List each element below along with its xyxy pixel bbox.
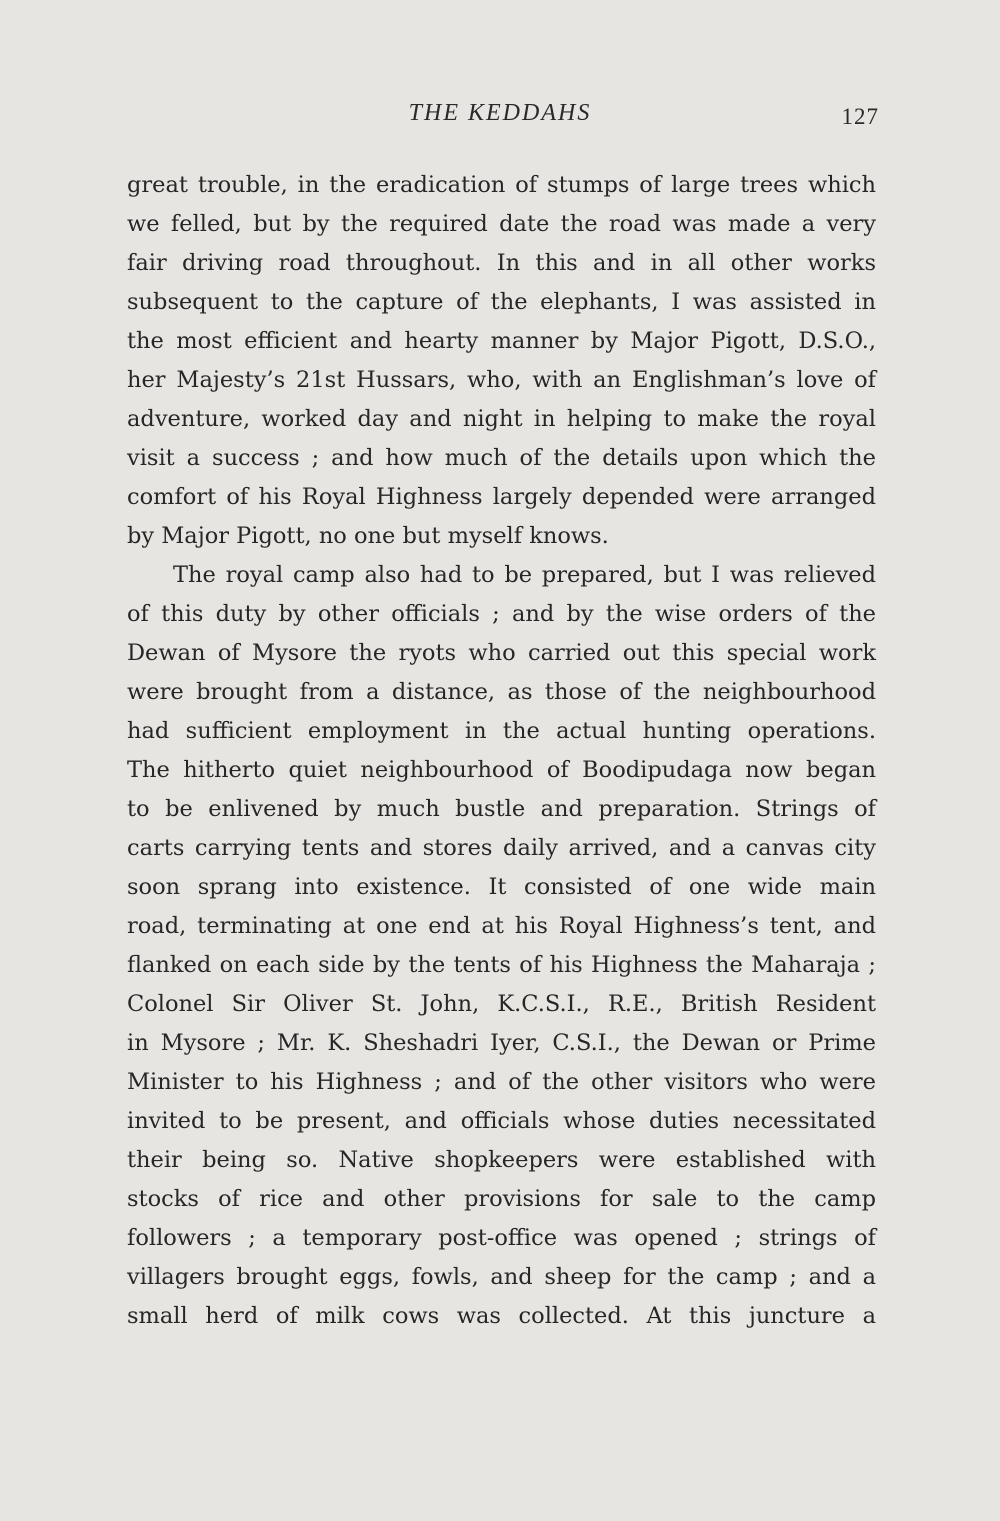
text-line: small herd of milk cows was collected. At this juncture a [127, 1303, 876, 1329]
text-line: their being so. Native shopkeepers were established with [127, 1147, 876, 1173]
text-line: adventure, worked day and night in helping to make the royal [127, 406, 876, 432]
text-line: flanked on each side by the tents of his Highness the Maharaja ; [127, 952, 876, 978]
paragraph-start-line: The royal camp also had to be prepared, but I was relieved [173, 562, 876, 588]
text-line: fair driving road throughout. In this and in all other works [127, 250, 876, 276]
running-title: THE KEDDAHS [408, 100, 592, 126]
text-line: Colonel Sir Oliver St. John, K.C.S.I., R.E., British Resident [127, 991, 876, 1017]
text-line: stocks of rice and other provisions for sale to the camp [127, 1186, 876, 1212]
paragraph-end-line: by Major Pigott, no one but myself knows. [127, 523, 609, 549]
text-line: comfort of his Royal Highness largely depended were arranged [127, 484, 876, 510]
text-line: had sufficient employment in the actual hunting operations. [127, 718, 876, 744]
text-line: followers ; a temporary post-office was opened ; strings of [127, 1225, 876, 1251]
text-line: villagers brought eggs, fowls, and sheep for the camp ; and a [127, 1264, 876, 1290]
text-line: were brought from a distance, as those of the neighbourhood [127, 679, 876, 705]
text-line: to be enlivened by much bustle and preparation. Strings of [127, 796, 876, 822]
text-line: we felled, but by the required date the road was made a very [127, 211, 876, 237]
text-line: of this duty by other officials ; and by the wise orders of the [127, 601, 876, 627]
text-line: soon sprang into existence. It consisted of one wide main [127, 874, 876, 900]
body-text [127, 166, 876, 1336]
text-line: the most efficient and hearty manner by Major Pigott, D.S.O., [127, 328, 876, 354]
text-line: Dewan of Mysore the ryots who carried out this special work [127, 640, 876, 666]
text-line: road, terminating at one end at his Royal Highness’s tent, and [127, 913, 876, 939]
text-line: carts carrying tents and stores daily arrived, and a canvas city [127, 835, 876, 861]
text-line: Minister to his Highness ; and of the other visitors who were [127, 1069, 876, 1095]
running-head [0, 100, 1000, 132]
page-number: 127 [841, 104, 879, 129]
text-line: great trouble, in the eradication of stumps of large trees which [127, 172, 876, 198]
text-line: subsequent to the capture of the elephants, I was assisted in [127, 289, 876, 315]
text-line: The hitherto quiet neighbourhood of Boodipudaga now began [127, 757, 876, 783]
text-line: in Mysore ; Mr. K. Sheshadri Iyer, C.S.I., the Dewan or Prime [127, 1030, 876, 1056]
text-line: invited to be present, and officials whose duties necessitated [127, 1108, 876, 1134]
text-line: her Majesty’s 21st Hussars, who, with an Englishman’s love of [127, 367, 876, 393]
text-line: visit a success ; and how much of the details upon which the [127, 445, 876, 471]
